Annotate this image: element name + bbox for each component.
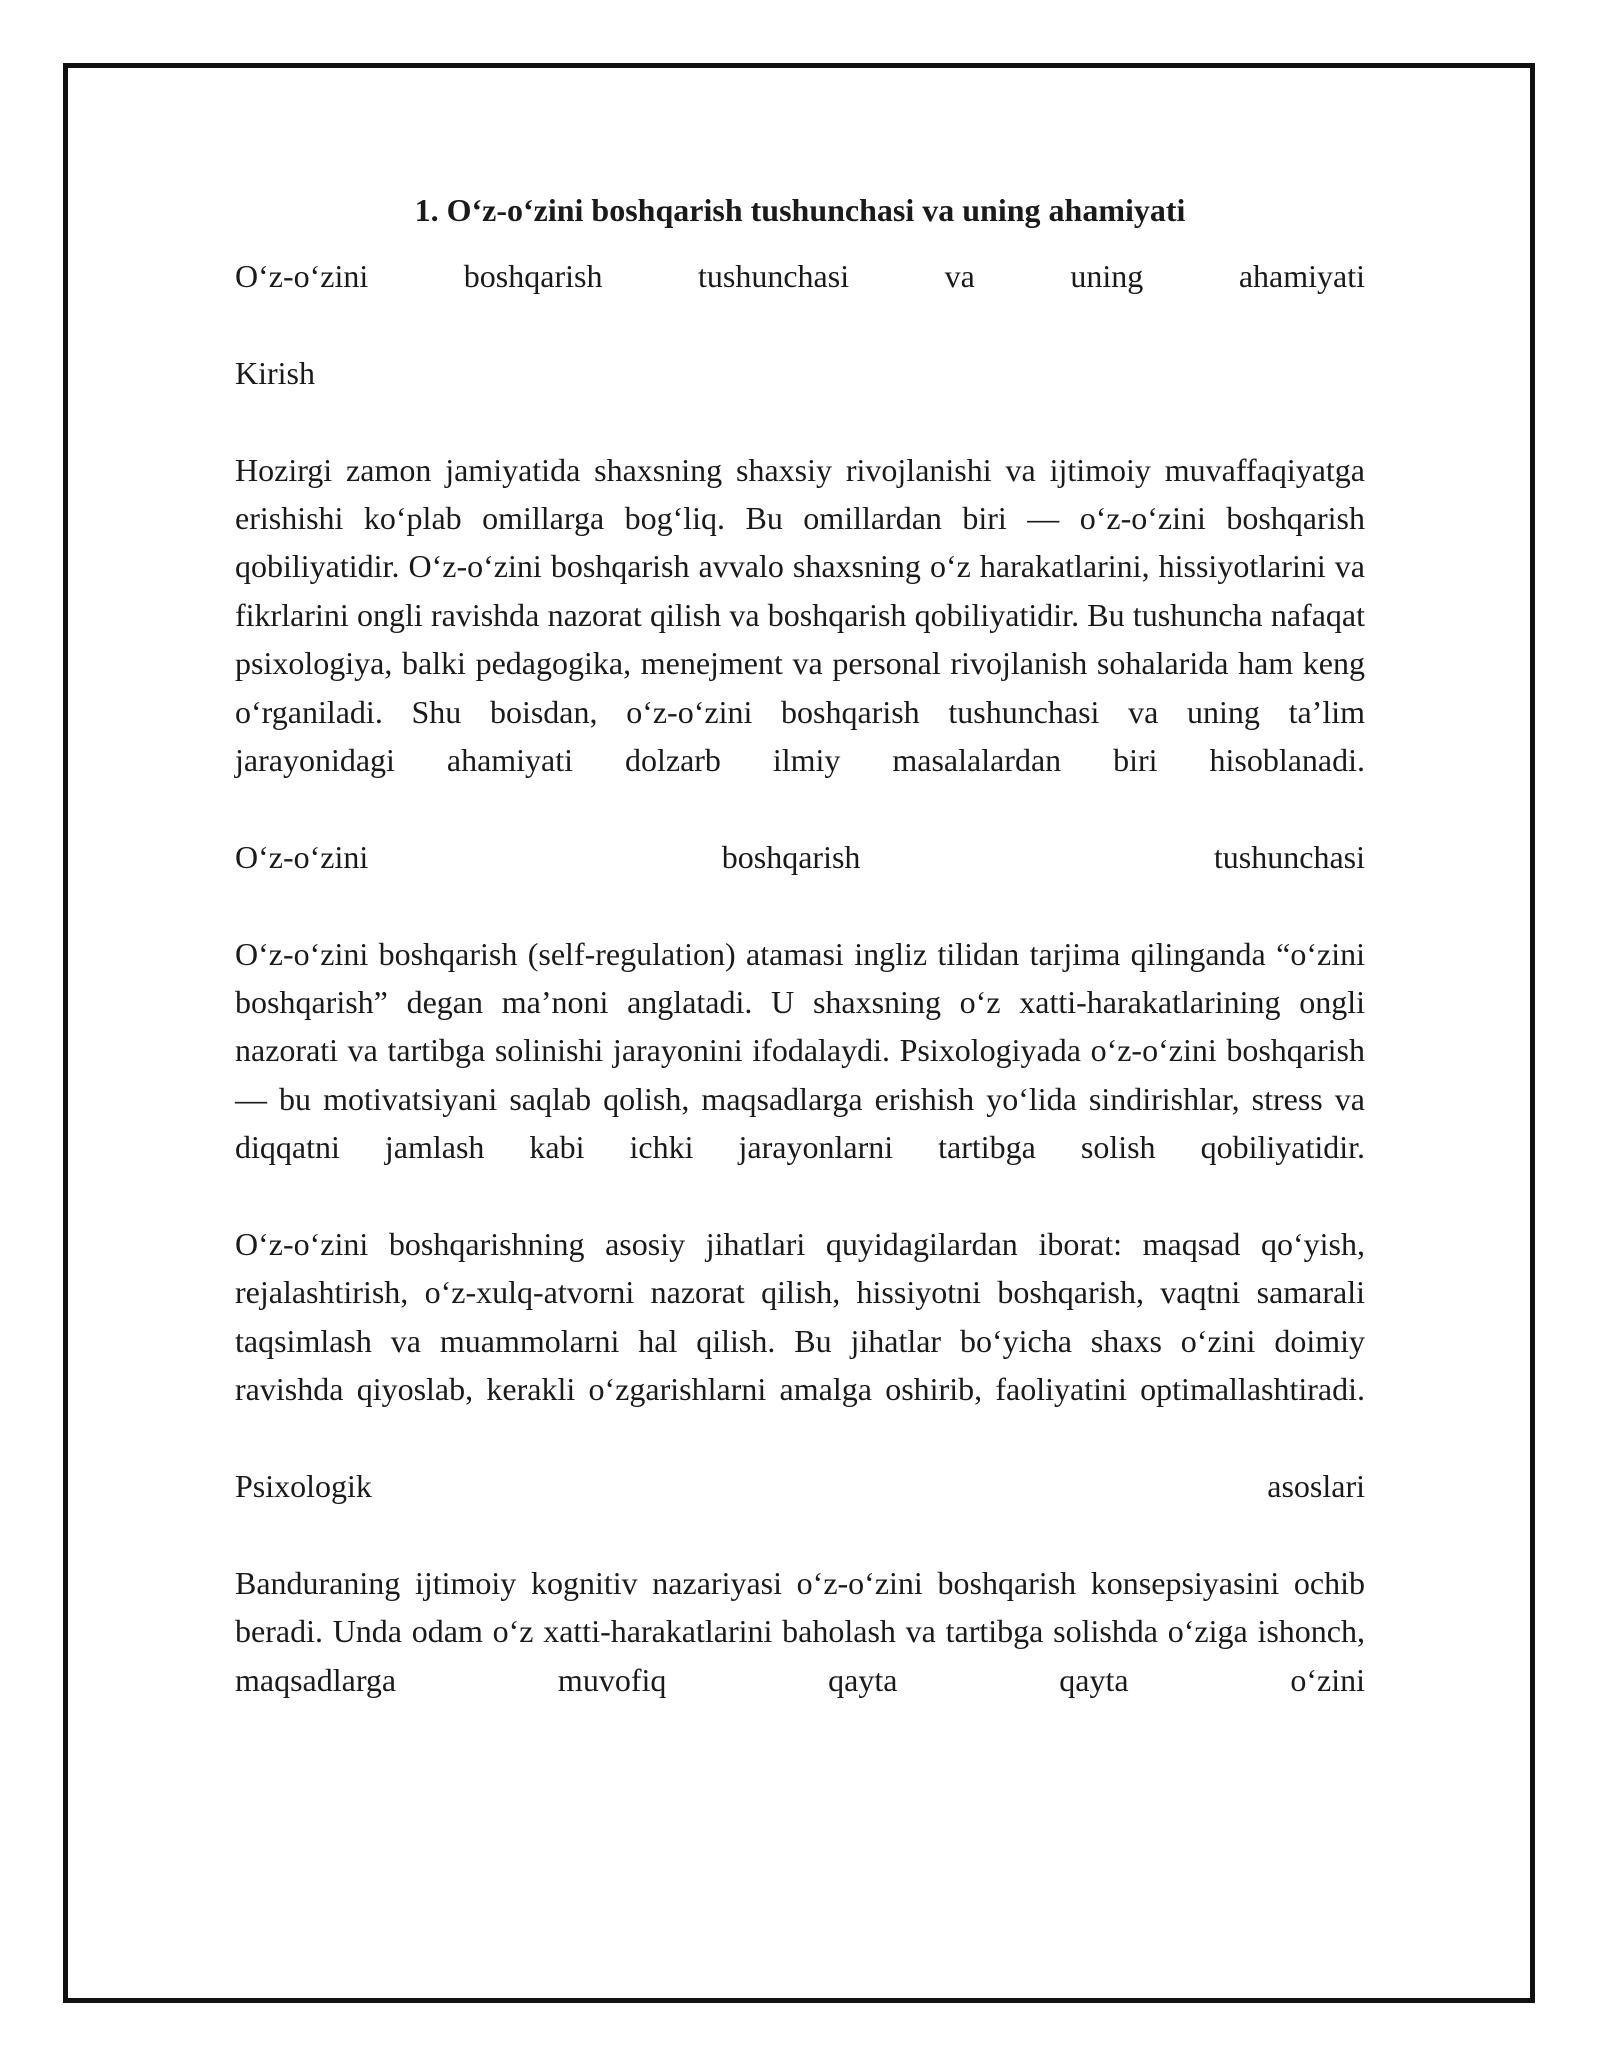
paragraph-aspects: O‘z-o‘zini boshqarishning asosiy jihatlari quyidagilardan iborat: maqsad qo‘yish, rejalashtirish, o‘z-xulq-atvorni nazorat qilish, hissiyotni boshqarish, vaqtni samarali taqsimlash va muammolarni hal qilish. Bu jihatlar bo‘yicha shaxs o‘zini doimiy ravishda qiyoslab, kerakli o‘zgarishlarni amalga oshirib, faoliyatini optimallashtiradi. [235, 1226, 1365, 1408]
paragraph-bandura: Banduraning ijtimoiy kognitiv nazariyasi o‘z-o‘zini boshqarish konsepsiyasini ochib beradi. Unda odam o‘z xatti-harakatlarini baholash va tartibga solishda o‘ziga ishonch, maqsadlarga muvofiq qayta qayta o‘zini [235, 1564, 1365, 1698]
paragraph-heading-kirish: Kirish [235, 354, 315, 391]
paragraph-intro: Hozirgi zamon jamiyatida shaxsning shaxsiy rivojlanishi va ijtimoiy muvaffaqiyatga erishishi ko‘plab omillarga bog‘liq. Bu omillardan biri — o‘z-o‘zini boshqarish qobiliyatidir. O‘z-o‘zini boshqarish avvalo shaxsning o‘z harakatlarini, hissiyotlarini va fikrlarini ongli ravishda nazorat qilish va boshqarish qobiliyatidir. Bu tushuncha nafaqat psixologiya, balki pedagogika, menejment va personal rivojlanish sohalarida ham keng o‘rganiladi. Shu boisdan, o‘z-o‘zini boshqarish tushunchasi va uning ta’lim jarayonidagi ahamiyati dolzarb ilmiy masalalardan biri hisoblanadi. [235, 451, 1365, 779]
paragraph-subtitle: O‘z-o‘zini boshqarish tushunchasi va uning ahamiyati [235, 258, 1365, 294]
document-body [235, 180, 1365, 1752]
paragraph-self-regulation: O‘z-o‘zini boshqarish (self-regulation) atamasi ingliz tilidan tarjima qilinganda “o‘zini boshqarish” degan ma’noni anglatadi. U shaxsning o‘z xatti-harakatlarining ongli nazorati va tartibga solinishi jarayonini ifodalaydi. Psixologiyada o‘z-o‘zini boshqarish — bu motivatsiyani saqlab qolish, maqsadlarga erishish yo‘lida sindirishlar, stress va diqqatni jamlash kabi ichki jarayonlarni tartibga solish qobiliyatidir. [235, 935, 1365, 1166]
paragraph-heading-concept: O‘z-o‘zini boshqarish tushunchasi [235, 838, 1365, 875]
paragraph-heading-psychology: Psixologik asoslari [235, 1468, 1365, 1505]
document-title: 1. O‘z-o‘zini boshqarish tushunchasi va uning ahamiyati [414, 192, 1186, 228]
